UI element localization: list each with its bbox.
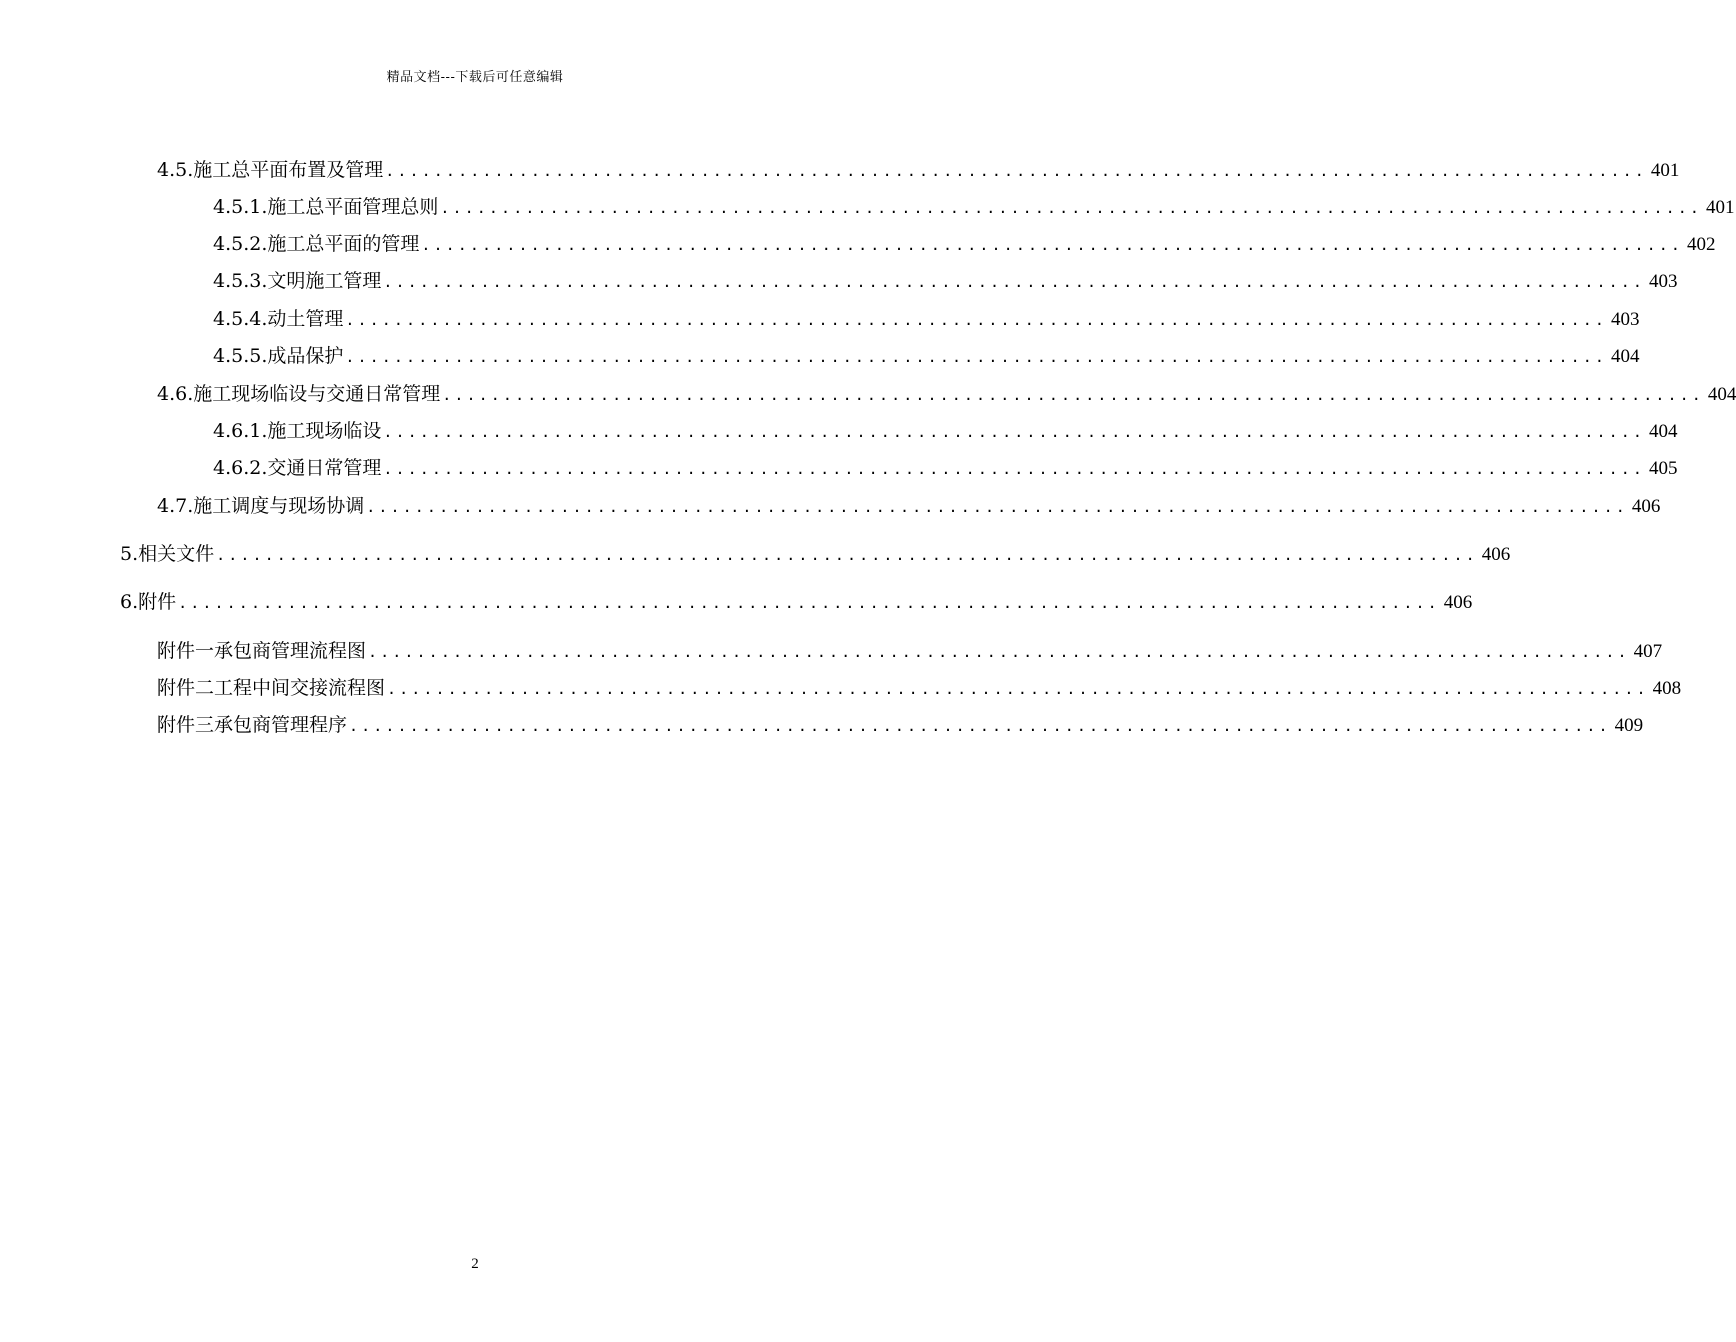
- toc-leader-dots: ........................................................................................................: [383, 423, 1646, 441]
- toc-leader-dots: ........................................................................................................: [440, 199, 1703, 217]
- toc-entry-4-6-2[interactable]: [213, 456, 1678, 480]
- toc-entry-title: 相关文件: [138, 543, 215, 565]
- toc-leader-dots: ........................................................................................................: [387, 680, 1649, 698]
- toc-entry-number: 4.5.1.: [213, 196, 268, 218]
- toc-leader-dots: ........................................................................................................: [368, 643, 1630, 661]
- toc-entry-number: 6.: [120, 591, 139, 613]
- toc-entry-page: 406: [1443, 592, 1473, 613]
- toc-entry-5[interactable]: [120, 542, 1511, 566]
- toc-leader-dots: ........................................................................................................: [383, 460, 1646, 478]
- toc-leader-dots: ........................................................................................................: [385, 162, 1647, 180]
- toc-entry-number: 附件三: [157, 714, 215, 736]
- toc-entry-4-5-1[interactable]: [213, 195, 1735, 219]
- toc-entry-number: 附件二: [157, 677, 215, 699]
- toc-entry-number: 4.7.: [157, 495, 194, 517]
- toc-entry-number: 4.6.2.: [213, 457, 268, 479]
- toc-entry-page: 401: [1706, 197, 1735, 218]
- toc-leader-dots: ........................................................................................................: [383, 273, 1646, 291]
- toc-leader-dots: ........................................................................................................: [345, 311, 1608, 329]
- toc-entry-title: 施工总平面管理总则: [267, 196, 439, 218]
- toc-leader-dots: ........................................................................................................: [178, 594, 1440, 612]
- toc-entry-number: 4.5.4.: [213, 308, 268, 330]
- toc-entry-4-6[interactable]: [157, 382, 1736, 406]
- toc-entry-title: 文明施工管理: [267, 270, 382, 292]
- toc-leader-dots: ........................................................................................................: [421, 236, 1684, 254]
- toc-entry-title: 动土管理: [267, 308, 344, 330]
- toc-entry-4-5-5[interactable]: [213, 344, 1640, 368]
- toc-entry-number: 4.5.: [157, 159, 194, 181]
- toc-entry-appendix-1[interactable]: [157, 639, 1663, 663]
- toc-entry-title: 施工总平面布置及管理: [193, 159, 384, 181]
- toc-entry-title: 施工现场临设: [267, 420, 382, 442]
- toc-entry-title: 成品保护: [267, 345, 344, 367]
- toc-entry-number: 4.6.: [157, 383, 194, 405]
- toc-entry-4-5-4[interactable]: [213, 307, 1640, 331]
- toc-leader-dots: ........................................................................................................: [366, 498, 1628, 516]
- toc-entry-4-6-1[interactable]: [213, 419, 1678, 443]
- toc-entry-page: 403: [1649, 271, 1678, 292]
- toc-entry-page: 404: [1649, 421, 1678, 442]
- toc-entry-page: 407: [1633, 641, 1663, 662]
- toc-entry-appendix-3[interactable]: [157, 713, 1644, 737]
- page-header: 精品文档---下载后可任意编辑: [386, 70, 564, 85]
- toc-entry-number: 4.5.5.: [213, 345, 268, 367]
- toc-entry-title: 承包商管理程序: [214, 714, 348, 736]
- toc-entry-page: 405: [1649, 458, 1678, 479]
- toc-leader-dots: ........................................................................................................: [349, 717, 1611, 735]
- toc-entry-number: 4.5.2.: [213, 233, 268, 255]
- toc-entry-title: 施工调度与现场协调: [193, 495, 365, 517]
- toc-entry-number: 附件一: [157, 640, 215, 662]
- toc-entry-page: 409: [1614, 715, 1644, 736]
- toc-entry-6[interactable]: [120, 590, 1473, 614]
- toc-entry-4-7[interactable]: [157, 494, 1661, 518]
- toc-entry-title: 附件: [138, 591, 177, 613]
- toc-entry-page: 402: [1687, 234, 1716, 255]
- toc-entry-appendix-2[interactable]: [157, 676, 1682, 700]
- toc-entry-page: 404: [1707, 384, 1736, 405]
- toc-entry-number: 4.6.1.: [213, 420, 268, 442]
- toc-entry-page: 406: [1481, 544, 1511, 565]
- toc-leader-dots: ........................................................................................................: [216, 546, 1478, 564]
- toc-entry-title: 施工现场临设与交通日常管理: [193, 383, 441, 405]
- toc-entry-page: 406: [1631, 496, 1661, 517]
- toc-entry-number: 5.: [120, 543, 139, 565]
- toc-entry-page: 401: [1650, 160, 1680, 181]
- toc-entry-title: 承包商管理流程图: [214, 640, 367, 662]
- toc-leader-dots: ........................................................................................................: [442, 386, 1704, 404]
- toc-entry-number: 4.5.3.: [213, 270, 268, 292]
- toc-entry-page: 408: [1652, 678, 1682, 699]
- toc-entry-title: 工程中间交接流程图: [214, 677, 386, 699]
- toc-entry-4-5[interactable]: [157, 158, 1680, 182]
- toc-entry-title: 施工总平面的管理: [267, 233, 420, 255]
- page-number: 2: [471, 1256, 479, 1272]
- toc-entry-page: 404: [1611, 346, 1640, 367]
- toc-entry-4-5-3[interactable]: [213, 269, 1678, 293]
- toc-leader-dots: ........................................................................................................: [345, 348, 1608, 366]
- toc-entry-title: 交通日常管理: [267, 457, 382, 479]
- toc-entry-page: 403: [1611, 309, 1640, 330]
- toc-entry-4-5-2[interactable]: [213, 232, 1716, 256]
